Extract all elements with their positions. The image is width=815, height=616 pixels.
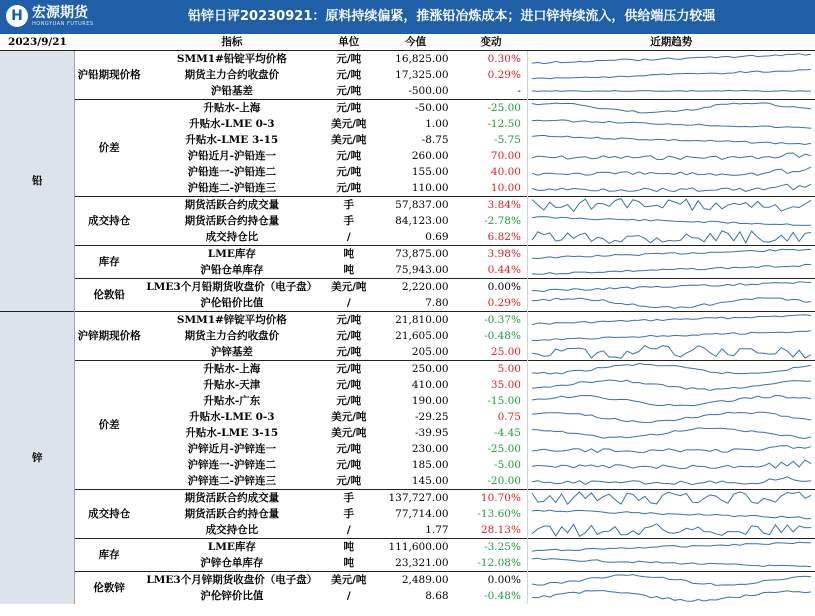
indicator-name: 沪锌近月-沪锌连一 <box>187 443 277 455</box>
indicator-change: 28.13% <box>480 524 521 536</box>
table-row <box>0 572 815 589</box>
indicator-name: 沪铅连一-沪铅连二 <box>187 166 277 178</box>
table-row <box>0 539 815 556</box>
indicator-unit: 元/吨 <box>336 443 362 455</box>
trend-sparkline <box>527 67 815 83</box>
indicator-change: 6.82% <box>487 231 521 243</box>
group-label: 库存 <box>75 539 143 572</box>
sparkline-line <box>532 69 811 78</box>
sparkline-chart <box>528 344 815 360</box>
sparkline-chart <box>528 262 815 278</box>
sparkline-chart <box>528 572 815 588</box>
indicator-value: 205.00 <box>411 346 449 358</box>
indicator-unit: 手 <box>343 215 354 227</box>
sparkline-chart <box>528 377 815 393</box>
indicator-unit: 元/吨 <box>321 312 377 329</box>
trend-sparkline <box>527 361 815 378</box>
indicator-change: - <box>517 85 521 97</box>
sparkline-line <box>532 542 811 551</box>
sparkline-line <box>532 120 811 128</box>
indicator-unit: 元/吨 <box>321 51 377 68</box>
trend-sparkline <box>527 555 815 572</box>
sparkline-line <box>532 428 811 439</box>
sparkline-line <box>532 492 811 504</box>
sparkline-line <box>532 346 811 359</box>
indicator-unit: 美元/吨 <box>321 572 377 589</box>
indicator-change: 70.00 <box>490 150 521 162</box>
indicator-change: -12.08% <box>477 557 521 569</box>
indicator-unit: 元/吨 <box>321 100 377 117</box>
indicator-change: 0.44% <box>487 264 521 276</box>
sparkline-line <box>532 184 811 191</box>
indicator-name: 期货活跃合约成交量 <box>143 490 321 507</box>
indicator-name: SMM1#铅锭平均价格 <box>143 51 321 68</box>
trend-sparkline <box>527 262 815 279</box>
indicator-unit: 元/吨 <box>336 330 362 342</box>
sparkline-chart <box>528 312 815 328</box>
sparkline-line <box>532 446 811 453</box>
group-label: 价差 <box>75 361 143 490</box>
trend-sparkline <box>527 441 815 457</box>
sparkline-line <box>532 135 811 144</box>
indicator-value: 1.00 <box>425 118 449 130</box>
table-header-row <box>0 34 815 51</box>
indicator-change: 5.00 <box>455 361 528 378</box>
indicator-change: 40.00 <box>490 166 521 178</box>
indicator-name: 沪锌连二-沪锌连三 <box>187 475 277 487</box>
sparkline-line <box>532 103 811 113</box>
trend-sparkline <box>527 393 815 409</box>
sparkline-chart <box>528 67 815 83</box>
sparkline-line <box>532 364 811 375</box>
indicator-value: 2,220.00 <box>377 279 455 296</box>
indicator-unit: 元/吨 <box>336 150 362 162</box>
category-label: 铅 <box>0 51 75 312</box>
indicator-value: 250.00 <box>377 361 455 378</box>
indicator-name: SMM1#锌锭平均价格 <box>143 312 321 329</box>
sparkline-line <box>532 460 811 469</box>
indicator-change: 35.00 <box>490 379 521 391</box>
sparkline-line <box>532 477 811 485</box>
indicator-value: 21,810.00 <box>377 312 455 329</box>
group-label: 沪铅期现价格 <box>75 51 143 100</box>
sparkline-line <box>532 264 811 274</box>
trend-sparkline <box>527 148 815 164</box>
indicator-value: 155.00 <box>411 166 449 178</box>
header-blank <box>75 34 143 51</box>
indicator-change: 3.98% <box>455 246 528 263</box>
indicator-unit: 元/吨 <box>336 166 362 178</box>
indicator-change: 0.30% <box>455 51 528 68</box>
indicator-value: 73,875.00 <box>377 246 455 263</box>
header-unit: 单位 <box>321 34 377 51</box>
indicator-change: 0.00% <box>455 572 528 589</box>
sparkline-chart <box>528 361 815 377</box>
indicator-value: 23,321.00 <box>395 557 449 569</box>
sparkline-chart <box>528 425 815 441</box>
trend-sparkline <box>527 132 815 148</box>
indicator-change: -2.78% <box>484 215 521 227</box>
logo-subtitle: HONGYUAN FUTURES <box>32 21 94 27</box>
indicator-change: -25.00 <box>487 443 521 455</box>
trend-sparkline <box>527 457 815 473</box>
indicator-change: -3.25% <box>455 539 528 556</box>
trend-sparkline <box>527 312 815 329</box>
indicator-name: 期货主力合约收盘价 <box>184 69 280 81</box>
trend-sparkline <box>527 229 815 246</box>
indicator-change: -5.75 <box>494 134 521 146</box>
indicator-name: LME库存 <box>143 539 321 556</box>
table-row <box>0 312 815 329</box>
header-change: 变动 <box>455 34 528 51</box>
trend-sparkline <box>527 295 815 312</box>
sparkline-line <box>532 54 811 64</box>
indicator-table <box>0 34 815 604</box>
indicator-value: -8.75 <box>421 134 449 146</box>
header-indicator: 指标 <box>143 34 321 51</box>
indicator-name: 沪铅基差 <box>210 85 253 97</box>
indicator-value: 2,489.00 <box>377 572 455 589</box>
trend-sparkline <box>527 409 815 425</box>
sparkline-chart <box>528 555 815 571</box>
sparkline-chart <box>528 213 815 229</box>
indicator-change: -4.45 <box>494 427 521 439</box>
indicator-name: 期货主力合约收盘价 <box>184 330 280 342</box>
trend-sparkline <box>527 425 815 441</box>
sparkline-line <box>532 153 811 160</box>
sparkline-chart <box>528 539 815 555</box>
table-row <box>0 361 815 378</box>
indicator-value: 57,837.00 <box>377 197 455 214</box>
trend-sparkline <box>527 572 815 589</box>
indicator-name: 沪伦锌价比值 <box>200 590 264 602</box>
indicator-name: 沪铅近月-沪铅连一 <box>187 150 277 162</box>
trend-sparkline <box>527 588 815 604</box>
sparkline-chart <box>528 83 815 99</box>
indicator-name: LME3个月锌期货收盘价（电子盘） <box>143 572 321 589</box>
indicator-unit: 美元/吨 <box>321 279 377 296</box>
trend-sparkline <box>527 328 815 344</box>
group-label: 伦敦铅 <box>75 279 143 312</box>
indicator-unit: / <box>346 524 351 536</box>
trend-sparkline <box>527 51 815 68</box>
indicator-unit: / <box>346 590 351 602</box>
indicator-name: 升贴水-广东 <box>203 395 261 407</box>
sparkline-line <box>532 249 811 258</box>
indicator-name: 沪锌仓单库存 <box>200 557 264 569</box>
indicator-name: LME3个月铅期货收盘价（电子盘） <box>143 279 321 296</box>
indicator-value: 410.00 <box>411 379 449 391</box>
sparkline-line <box>532 199 811 212</box>
indicator-value: 260.00 <box>411 150 449 162</box>
indicator-change: 10.70% <box>455 490 528 507</box>
sparkline-chart <box>528 441 815 457</box>
indicator-unit: 手 <box>343 508 354 520</box>
sparkline-line <box>532 282 811 292</box>
sparkline-chart <box>528 457 815 473</box>
sparkline-chart <box>528 51 815 67</box>
indicator-unit: 美元/吨 <box>331 134 367 146</box>
sparkline-chart <box>528 180 815 196</box>
indicator-unit: 元/吨 <box>336 395 362 407</box>
sparkline-chart <box>528 522 815 538</box>
report-header <box>0 0 815 34</box>
indicator-name: 期货活跃合约持仓量 <box>184 508 280 520</box>
sparkline-chart <box>528 295 815 311</box>
indicator-unit: 元/吨 <box>336 475 362 487</box>
indicator-value: 137,727.00 <box>377 490 455 507</box>
sparkline-chart <box>528 279 815 295</box>
indicator-value: 17,325.00 <box>395 69 449 81</box>
indicator-change: -20.00 <box>487 475 521 487</box>
trend-sparkline <box>527 213 815 229</box>
indicator-name: 沪铅仓单库存 <box>200 264 264 276</box>
group-label: 成交持仓 <box>75 490 143 539</box>
trend-sparkline <box>527 83 815 100</box>
indicator-value: 0.69 <box>425 231 449 243</box>
logo-name: 宏源期货 <box>32 5 88 21</box>
indicator-name: 期货活跃合约成交量 <box>143 197 321 214</box>
trend-sparkline <box>527 473 815 490</box>
indicator-name: 升贴水-上海 <box>143 361 321 378</box>
sparkline-chart <box>528 246 815 262</box>
sparkline-line <box>532 298 811 309</box>
indicator-name: 升贴水-LME 3-15 <box>185 427 279 439</box>
trend-sparkline <box>527 522 815 539</box>
table-row <box>0 490 815 507</box>
indicator-value: 190.00 <box>411 395 449 407</box>
indicator-name: 期货活跃合约持仓量 <box>184 215 280 227</box>
table-row <box>0 51 815 68</box>
indicator-unit: 吨 <box>343 557 354 569</box>
sparkline-line <box>532 331 811 341</box>
indicator-value: 110.00 <box>411 182 449 194</box>
indicator-unit: 元/吨 <box>336 85 362 97</box>
table-row <box>0 197 815 214</box>
indicator-unit: 元/吨 <box>336 69 362 81</box>
indicator-change: 0.00% <box>455 279 528 296</box>
header-trend: 近期趋势 <box>527 34 815 51</box>
indicator-change: -0.48% <box>484 590 521 602</box>
indicator-value: -39.95 <box>415 427 449 439</box>
indicator-value: 7.80 <box>425 297 449 309</box>
sparkline-chart <box>528 328 815 344</box>
table-row <box>0 246 815 263</box>
indicator-name: 升贴水-LME 0-3 <box>189 118 275 130</box>
sparkline-line <box>532 591 811 602</box>
header-value: 今值 <box>377 34 455 51</box>
indicator-change: 10.00 <box>490 182 521 194</box>
sparkline-chart <box>528 116 815 132</box>
sparkline-chart <box>528 197 815 213</box>
sparkline-line <box>532 524 811 537</box>
indicator-unit: / <box>346 231 351 243</box>
sparkline-chart <box>528 473 815 489</box>
logo-mark-icon: H <box>6 5 28 27</box>
indicator-unit: 美元/吨 <box>331 118 367 130</box>
indicator-value: 111,600.00 <box>377 539 455 556</box>
sparkline-line <box>532 412 811 422</box>
table-row <box>0 279 815 296</box>
indicator-change: 0.29% <box>487 297 521 309</box>
indicator-unit: 吨 <box>321 539 377 556</box>
indicator-unit: 美元/吨 <box>331 411 367 423</box>
sparkline-line <box>532 558 811 567</box>
sparkline-line <box>532 380 811 391</box>
indicator-change: 0.75 <box>497 411 521 423</box>
indicator-value: 75,943.00 <box>395 264 449 276</box>
company-logo <box>6 5 106 31</box>
indicator-value: 145.00 <box>411 475 449 487</box>
group-label: 成交持仓 <box>75 197 143 246</box>
indicator-unit: 元/吨 <box>336 379 362 391</box>
indicator-change: -13.60% <box>477 508 521 520</box>
trend-sparkline <box>527 164 815 180</box>
indicator-unit: 吨 <box>321 246 377 263</box>
trend-sparkline <box>527 279 815 296</box>
group-label: 库存 <box>75 246 143 279</box>
indicator-name: 沪锌连一-沪锌连二 <box>187 459 277 471</box>
trend-sparkline <box>527 197 815 214</box>
sparkline-line <box>532 91 811 92</box>
indicator-change: -15.00 <box>487 395 521 407</box>
indicator-change: 3.84% <box>455 197 528 214</box>
indicator-unit: 吨 <box>343 264 354 276</box>
indicator-name: 沪铅连二-沪铅连三 <box>187 182 277 194</box>
indicator-unit: 元/吨 <box>336 346 362 358</box>
sparkline-line <box>532 510 811 519</box>
trend-sparkline <box>527 506 815 522</box>
indicator-change: -12.50 <box>487 118 521 130</box>
sparkline-line <box>532 395 811 405</box>
sparkline-chart <box>528 393 815 409</box>
indicator-name: 升贴水-LME 0-3 <box>189 411 275 423</box>
indicator-change: 0.29% <box>487 69 521 81</box>
trend-sparkline <box>527 246 815 263</box>
indicator-name: 沪锌基差 <box>210 346 253 358</box>
trend-sparkline <box>527 539 815 556</box>
indicator-value: 185.00 <box>411 459 449 471</box>
sparkline-chart <box>528 490 815 506</box>
trend-sparkline <box>527 116 815 132</box>
indicator-unit: 元/吨 <box>321 361 377 378</box>
indicator-unit: / <box>346 297 351 309</box>
table-row <box>0 100 815 117</box>
indicator-unit: 美元/吨 <box>331 427 367 439</box>
sparkline-line <box>532 315 811 325</box>
sparkline-line <box>532 231 811 244</box>
indicator-unit: 元/吨 <box>336 182 362 194</box>
trend-sparkline <box>527 490 815 507</box>
indicator-name: 沪伦铅价比值 <box>200 297 264 309</box>
report-date: 2023/9/21 <box>0 34 75 51</box>
indicator-change: -0.48% <box>484 330 521 342</box>
group-label: 价差 <box>75 100 143 197</box>
sparkline-line <box>532 217 811 226</box>
category-label: 锌 <box>0 312 75 605</box>
indicator-unit: 元/吨 <box>336 459 362 471</box>
indicator-value: 84,123.00 <box>395 215 449 227</box>
trend-sparkline <box>527 100 815 117</box>
group-label: 伦敦锌 <box>75 572 143 605</box>
sparkline-chart <box>528 132 815 148</box>
sparkline-chart <box>528 100 815 116</box>
indicator-change: -25.00 <box>455 100 528 117</box>
indicator-name: 升贴水-LME 3-15 <box>185 134 279 146</box>
indicator-value: 21,605.00 <box>395 330 449 342</box>
sparkline-chart <box>528 588 815 604</box>
indicator-name: LME库存 <box>143 246 321 263</box>
indicator-unit: 手 <box>321 490 377 507</box>
trend-sparkline <box>527 344 815 361</box>
indicator-name: 成交持仓比 <box>205 231 259 243</box>
sparkline-line <box>532 575 811 586</box>
sparkline-chart <box>528 409 815 425</box>
indicator-value: -500.00 <box>408 85 449 97</box>
sparkline-chart <box>528 148 815 164</box>
indicator-name: 成交持仓比 <box>205 524 259 536</box>
indicator-change: 25.00 <box>490 346 521 358</box>
indicator-value: 77,714.00 <box>395 508 449 520</box>
indicator-value: 1.77 <box>425 524 449 536</box>
indicator-unit: 手 <box>321 197 377 214</box>
trend-sparkline <box>527 180 815 197</box>
indicator-change: -5.00 <box>494 459 521 471</box>
indicator-name: 升贴水-天津 <box>203 379 261 391</box>
indicator-value: 8.68 <box>425 590 449 602</box>
indicator-value: 16,825.00 <box>377 51 455 68</box>
sparkline-chart <box>528 229 815 245</box>
report-title: 铅锌日评20230921：原料持续偏紧，推涨铅冶炼成本；进口锌持续流入，供给端压力较强 <box>188 9 716 24</box>
indicator-name: 升贴水-上海 <box>143 100 321 117</box>
group-label: 沪锌期现价格 <box>75 312 143 361</box>
trend-sparkline <box>527 377 815 393</box>
indicator-value: -29.25 <box>415 411 449 423</box>
sparkline-line <box>532 167 811 175</box>
sparkline-chart <box>528 164 815 180</box>
indicator-value: -50.00 <box>377 100 455 117</box>
indicator-change: -0.37% <box>455 312 528 329</box>
sparkline-chart <box>528 506 815 522</box>
indicator-value: 230.00 <box>411 443 449 455</box>
